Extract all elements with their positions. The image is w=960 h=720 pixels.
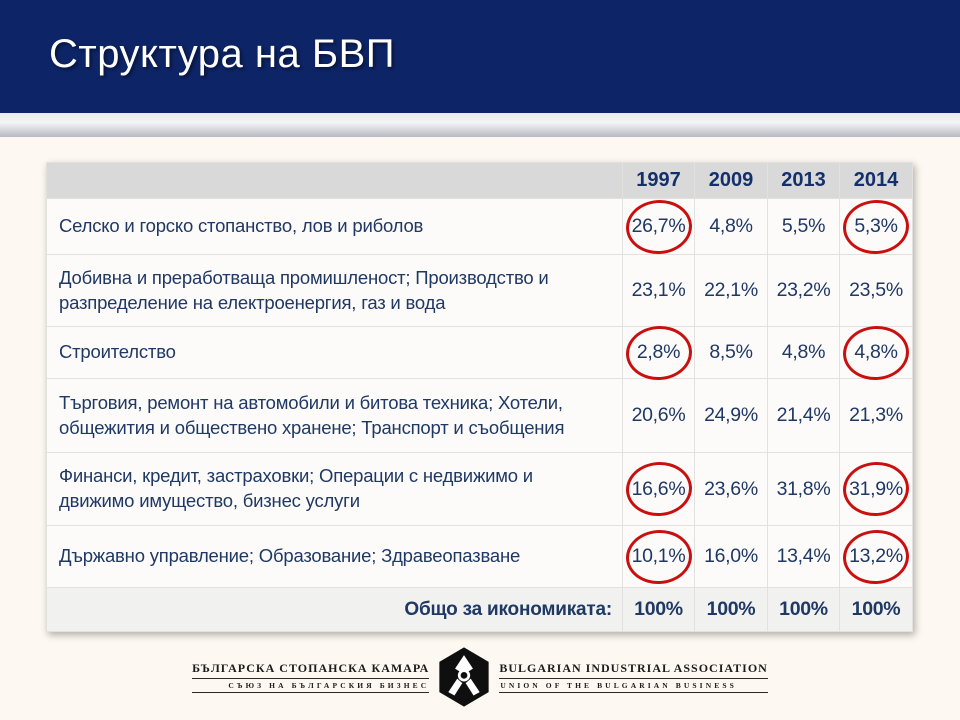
cell-value: 23,2% bbox=[776, 279, 831, 301]
value-cell bbox=[768, 199, 840, 255]
logo-subtitle-en: UNION OF THE BULGARIAN BUSINESS bbox=[500, 681, 737, 691]
column-header-2009: 2009 bbox=[695, 163, 768, 199]
slide-header-banner bbox=[0, 0, 960, 113]
bia-logo-footer bbox=[0, 646, 960, 708]
value-cell bbox=[768, 379, 840, 453]
cell-value: 23,6% bbox=[704, 477, 758, 500]
value-cell bbox=[840, 526, 913, 588]
cell-value: 13,2% bbox=[849, 545, 903, 567]
value-cell bbox=[840, 255, 913, 327]
logo-subtitle-bg: СЪЮЗ НА БЪЛГАРСКИЯ БИЗНЕС bbox=[228, 681, 430, 691]
table-body bbox=[47, 199, 913, 588]
total-row bbox=[47, 588, 913, 632]
value-cell bbox=[695, 199, 768, 255]
cell-value: 4,8% bbox=[781, 341, 826, 363]
value-cell bbox=[840, 199, 913, 255]
value-cell bbox=[695, 327, 768, 379]
total-row-label: Общо за икономиката: bbox=[47, 588, 623, 632]
cell-value: 2,8% bbox=[636, 341, 681, 363]
table-row bbox=[47, 255, 913, 327]
empty-header-cell bbox=[47, 163, 623, 199]
table-row bbox=[47, 453, 913, 526]
logo-title-en: BULGARIAN INDUSTRIAL ASSOCIATION bbox=[499, 660, 768, 675]
value-cell bbox=[695, 255, 768, 327]
table-row bbox=[47, 327, 913, 379]
cell-value: 24,9% bbox=[704, 404, 758, 426]
cell-value: 5,5% bbox=[781, 215, 826, 237]
value-cell bbox=[695, 379, 768, 453]
logo-rule bbox=[192, 692, 429, 693]
row-label: Строителство bbox=[47, 327, 623, 379]
row-label: Добивна и преработваща промишленост; Производство и разпределение на електроенергия, газ и вода bbox=[47, 255, 623, 327]
value-cell bbox=[768, 526, 840, 588]
cell-value: 31,9% bbox=[849, 477, 903, 500]
cell-value: 16,0% bbox=[704, 545, 758, 567]
table-header-row bbox=[47, 163, 913, 199]
value-cell bbox=[768, 453, 840, 526]
cell-value: 23,5% bbox=[849, 279, 903, 301]
header-divider-gradient bbox=[0, 113, 960, 137]
value-cell bbox=[623, 379, 695, 453]
cell-value: 21,4% bbox=[776, 404, 831, 426]
value-cell bbox=[695, 453, 768, 526]
bia-hexagon-logo-icon bbox=[436, 646, 492, 708]
row-label: Търговия, ремонт на автомобили и битова техника; Хотели, общежития и обществено хранене; Транспорт и съобщения bbox=[47, 379, 623, 453]
value-cell bbox=[768, 327, 840, 379]
value-cell bbox=[695, 526, 768, 588]
row-label: Финанси, кредит, застраховки; Операции с недвижимо и движимо имущество, бизнес услуги bbox=[47, 453, 623, 526]
cell-value: 21,3% bbox=[849, 404, 903, 426]
total-value: 100% bbox=[840, 588, 913, 632]
cell-value: 4,8% bbox=[854, 341, 898, 363]
table-row bbox=[47, 199, 913, 255]
cell-value: 8,5% bbox=[709, 341, 753, 363]
cell-value: 20,6% bbox=[631, 404, 686, 426]
cell-value: 4,8% bbox=[709, 215, 753, 237]
value-cell bbox=[623, 526, 695, 588]
value-cell bbox=[840, 453, 913, 526]
logo-title-bg: БЪЛГАРСКА СТОПАНСКА КАМАРА bbox=[192, 660, 430, 675]
value-cell bbox=[623, 255, 695, 327]
logo-text-english bbox=[499, 661, 768, 694]
total-value: 100% bbox=[623, 588, 695, 632]
value-cell bbox=[840, 379, 913, 453]
cell-value: 16,6% bbox=[631, 477, 686, 500]
cell-value: 26,7% bbox=[631, 215, 686, 237]
logo-rule bbox=[499, 692, 768, 693]
value-cell bbox=[840, 327, 913, 379]
total-value: 100% bbox=[695, 588, 768, 632]
value-cell bbox=[623, 199, 695, 255]
logo-text-bulgarian bbox=[192, 661, 429, 694]
value-cell bbox=[768, 255, 840, 327]
table-row bbox=[47, 526, 913, 588]
page-title: Структура на БВП bbox=[49, 32, 396, 76]
value-cell bbox=[623, 327, 695, 379]
value-cell bbox=[623, 453, 695, 526]
cell-value: 13,4% bbox=[776, 545, 831, 567]
row-label: Държавно управление; Образование; Здравеопазване bbox=[47, 526, 623, 588]
column-header-1997: 1997 bbox=[623, 163, 695, 199]
cell-value: 22,1% bbox=[704, 279, 758, 301]
cell-value: 10,1% bbox=[631, 545, 686, 567]
cell-value: 23,1% bbox=[631, 279, 686, 301]
total-value: 100% bbox=[768, 588, 840, 632]
table-row bbox=[47, 379, 913, 453]
cell-value: 5,3% bbox=[854, 215, 898, 237]
row-label: Селско и горско стопанство, лов и риболов bbox=[47, 199, 623, 255]
cell-value: 31,8% bbox=[776, 477, 831, 500]
column-header-2013: 2013 bbox=[768, 163, 840, 199]
column-header-2014: 2014 bbox=[840, 163, 913, 199]
gdp-structure-table bbox=[46, 162, 913, 632]
